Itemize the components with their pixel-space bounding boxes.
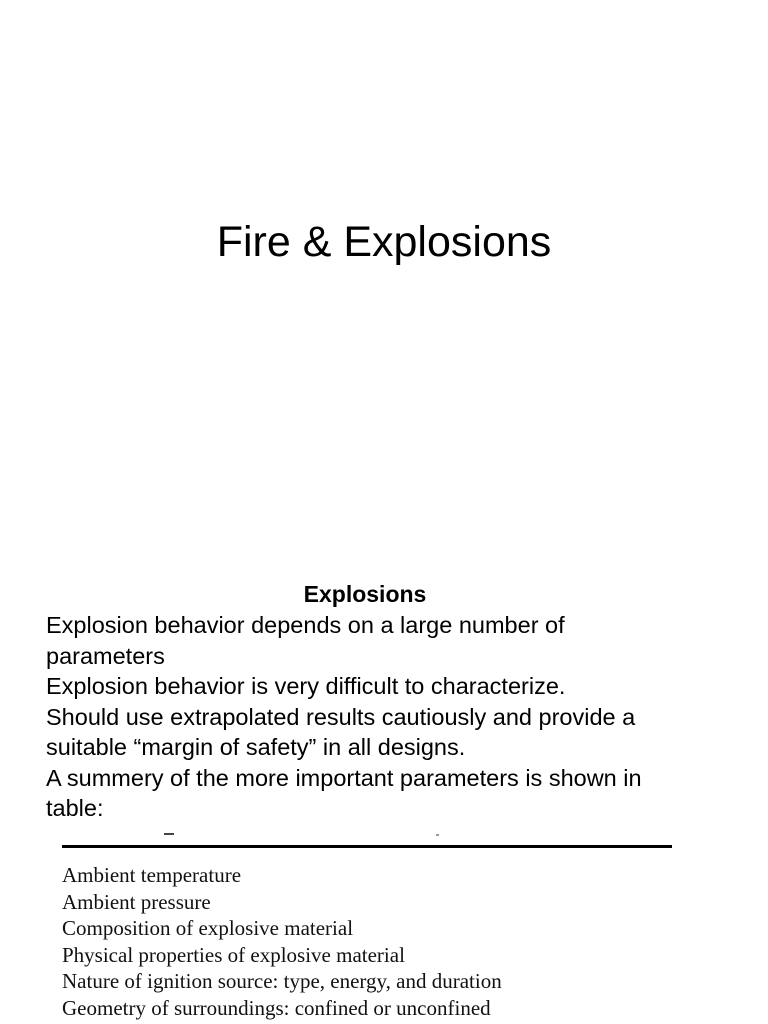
- body-line: A summery of the more important parameters is shown in: [46, 764, 642, 791]
- body-line: Explosion behavior depends on a large number of: [46, 612, 565, 638]
- table-row: Composition of explosive material: [62, 916, 354, 940]
- table-row: Ambient temperature: [62, 863, 242, 887]
- parameters-table: [58, 826, 678, 1024]
- slide-title: Fire & Explosions: [216, 218, 552, 266]
- table-row: Ambient pressure: [62, 889, 211, 914]
- table-row: Nature of ignition source: type, energy, and duration: [62, 969, 502, 993]
- body-line: suitable “margin of safety” in all designs.: [46, 734, 466, 760]
- body-line: parameters: [46, 642, 165, 669]
- section-heading: Explosions: [303, 581, 427, 607]
- table-body: [62, 862, 678, 1021]
- body-text: [46, 610, 736, 824]
- scan-artifact: [436, 834, 439, 836]
- table-top-rule: [62, 845, 672, 848]
- body-line: Should use extrapolated results cautiously and provide a: [46, 703, 636, 730]
- scan-artifact: [164, 833, 174, 835]
- table-row: Geometry of surroundings: confined or unconfined: [62, 995, 491, 1020]
- body-line: table:: [46, 795, 104, 821]
- body-line: Explosion behavior is very difficult to characterize.: [46, 673, 566, 699]
- table-row: Physical properties of explosive material: [62, 942, 405, 967]
